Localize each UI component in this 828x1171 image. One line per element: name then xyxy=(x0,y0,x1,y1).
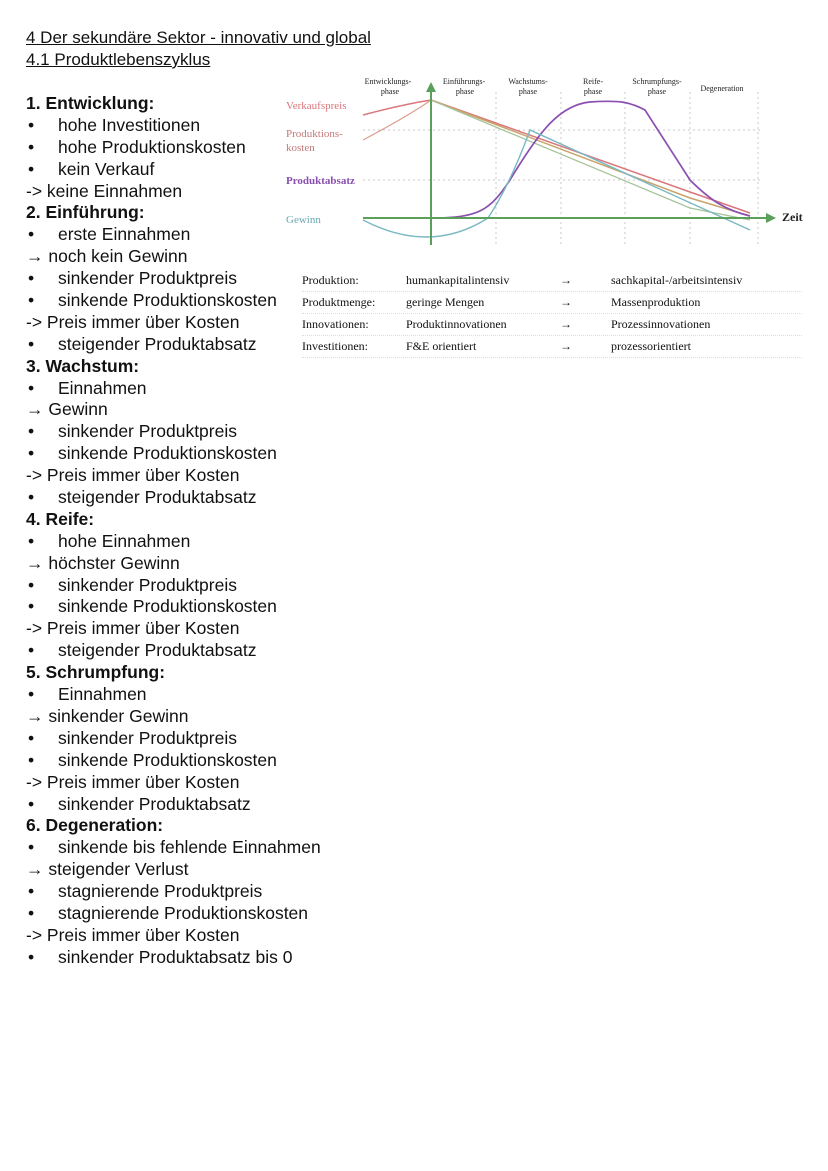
y-axis-arrow-icon xyxy=(426,82,436,92)
comparison-to: prozessorientiert xyxy=(611,339,691,353)
bullet-item: • hohe Investitionen xyxy=(26,115,356,137)
note-line: -> Preis immer über Kosten xyxy=(26,771,240,792)
bullet-item: • Einnahmen xyxy=(26,378,356,400)
phase-label-einfuehrung-2: phase xyxy=(455,87,475,96)
comparison-to: sachkapital-/arbeitsintensiv xyxy=(611,273,743,287)
bullet-item: • sinkender Produktabsatz bis 0 xyxy=(26,947,356,969)
legend-produktabsatz: Produktabsatz xyxy=(286,175,355,187)
bullet-item: • sinkender Produktpreis xyxy=(26,421,356,443)
comparison-from: humankapitalintensiv xyxy=(406,273,510,287)
comparison-row xyxy=(302,314,802,336)
phase-heading: 2. Einführung: xyxy=(26,202,145,223)
note-line: -> Preis immer über Kosten xyxy=(26,311,240,332)
product-lifecycle-diagram xyxy=(280,70,815,250)
phase-label-entwicklung: Entwicklungs- xyxy=(364,77,412,86)
bullet-item: • hohe Produktionskosten xyxy=(26,137,356,159)
phase-label-wachstum-2: phase xyxy=(518,87,538,96)
comparison-label: Produktmenge: xyxy=(302,295,376,309)
note-line: → sinkender Gewinn xyxy=(26,705,189,726)
phase-heading: 6. Degeneration: xyxy=(26,815,164,836)
comparison-row xyxy=(302,336,802,358)
bullet-item: • sinkende Produktionskosten xyxy=(26,290,356,312)
phase-heading: 3. Wachstum: xyxy=(26,355,140,376)
comparison-label: Innovationen: xyxy=(302,317,369,331)
legend-verkaufspreis: Verkaufspreis xyxy=(286,100,347,112)
legend-produktionskosten: Produktions- xyxy=(286,128,343,140)
arrow-icon: → xyxy=(560,295,572,309)
bullet-item: • steigender Produktabsatz xyxy=(26,487,356,509)
bullet-item: • sinkende Produktionskosten xyxy=(26,750,356,772)
comparison-from: geringe Mengen xyxy=(406,295,485,309)
comparison-table xyxy=(302,270,802,358)
comparison-to: Prozessinnovationen xyxy=(611,317,711,331)
bullet-item: • steigender Produktabsatz xyxy=(26,334,356,356)
phase-label-wachstum: Wachstums- xyxy=(508,77,548,86)
bullet-item: • erste Einnahmen xyxy=(26,224,356,246)
verkaufspreis-curve xyxy=(431,100,750,213)
arrow-icon: → xyxy=(560,273,572,287)
note-line: -> Preis immer über Kosten xyxy=(26,465,240,486)
arrow-icon: → xyxy=(560,317,572,331)
bullet-item: • sinkende bis fehlende Einnahmen xyxy=(26,837,356,859)
bullet-item: • stagnierende Produktpreis xyxy=(26,881,356,903)
comparison-to: Massenproduktion xyxy=(611,295,701,309)
bullet-item: • stagnierende Produktionskosten xyxy=(26,903,356,925)
page-title: 4 Der sekundäre Sektor - innovativ und global xyxy=(26,28,371,47)
comparison-from: Produktinnovationen xyxy=(406,317,507,331)
phase-label-einfuehrung: Einführungs- xyxy=(442,77,486,86)
phase-label-schrumpfung-2: phase xyxy=(647,87,667,96)
bullet-item: • sinkender Produktpreis xyxy=(26,575,356,597)
legend-gewinn: Gewinn xyxy=(286,214,321,226)
page-subtitle: 4.1 Produktlebenszyklus xyxy=(26,50,211,69)
bullet-item: • sinkende Produktionskosten xyxy=(26,596,356,618)
phase-heading: 5. Schrumpfung: xyxy=(26,662,166,683)
bullet-item: • Einnahmen xyxy=(26,684,356,706)
bullet-item: • sinkender Produktpreis xyxy=(26,268,356,290)
note-line: → Gewinn xyxy=(26,399,108,420)
note-line: -> Preis immer über Kosten xyxy=(26,618,240,639)
x-axis-label: Zeit xyxy=(782,210,803,224)
bullet-item: • kein Verkauf xyxy=(26,159,356,181)
phase-label-schrumpfung: Schrumpfungs- xyxy=(632,77,682,86)
bullet-item: • hohe Einnahmen xyxy=(26,531,356,553)
bullet-item: • sinkender Produktabsatz xyxy=(26,794,356,816)
note-line: → noch kein Gewinn xyxy=(26,246,188,267)
bullet-item: • sinkende Produktionskosten xyxy=(26,443,356,465)
phase-label-reife-2: phase xyxy=(583,87,603,96)
note-line: -> Preis immer über Kosten xyxy=(26,924,240,945)
note-line: → steigender Verlust xyxy=(26,859,189,880)
gewinn-curve xyxy=(363,130,750,237)
bullet-item: • steigender Produktabsatz xyxy=(26,640,356,662)
comparison-row xyxy=(302,292,802,314)
comparison-label: Produktion: xyxy=(302,273,359,287)
phase-label-reife: Reife- xyxy=(583,77,603,86)
note-line: -> keine Einnahmen xyxy=(26,180,183,201)
legend-produktionskosten-2: kosten xyxy=(286,142,315,154)
phase-heading: 4. Reife: xyxy=(26,508,95,529)
note-line: → höchster Gewinn xyxy=(26,552,180,573)
bullet-item: • sinkender Produktpreis xyxy=(26,728,356,750)
arrow-icon: → xyxy=(560,339,572,353)
phase-label-entwicklung-2: phase xyxy=(380,87,400,96)
comparison-label: Investitionen: xyxy=(302,339,368,353)
phase-heading: 1. Entwicklung: xyxy=(26,93,155,113)
comparison-row xyxy=(302,270,802,292)
phase-label-degeneration: Degeneration xyxy=(700,84,744,93)
comparison-from: F&E orientiert xyxy=(406,339,477,353)
x-axis-arrow-icon xyxy=(766,213,776,223)
phase-separators xyxy=(363,92,760,245)
